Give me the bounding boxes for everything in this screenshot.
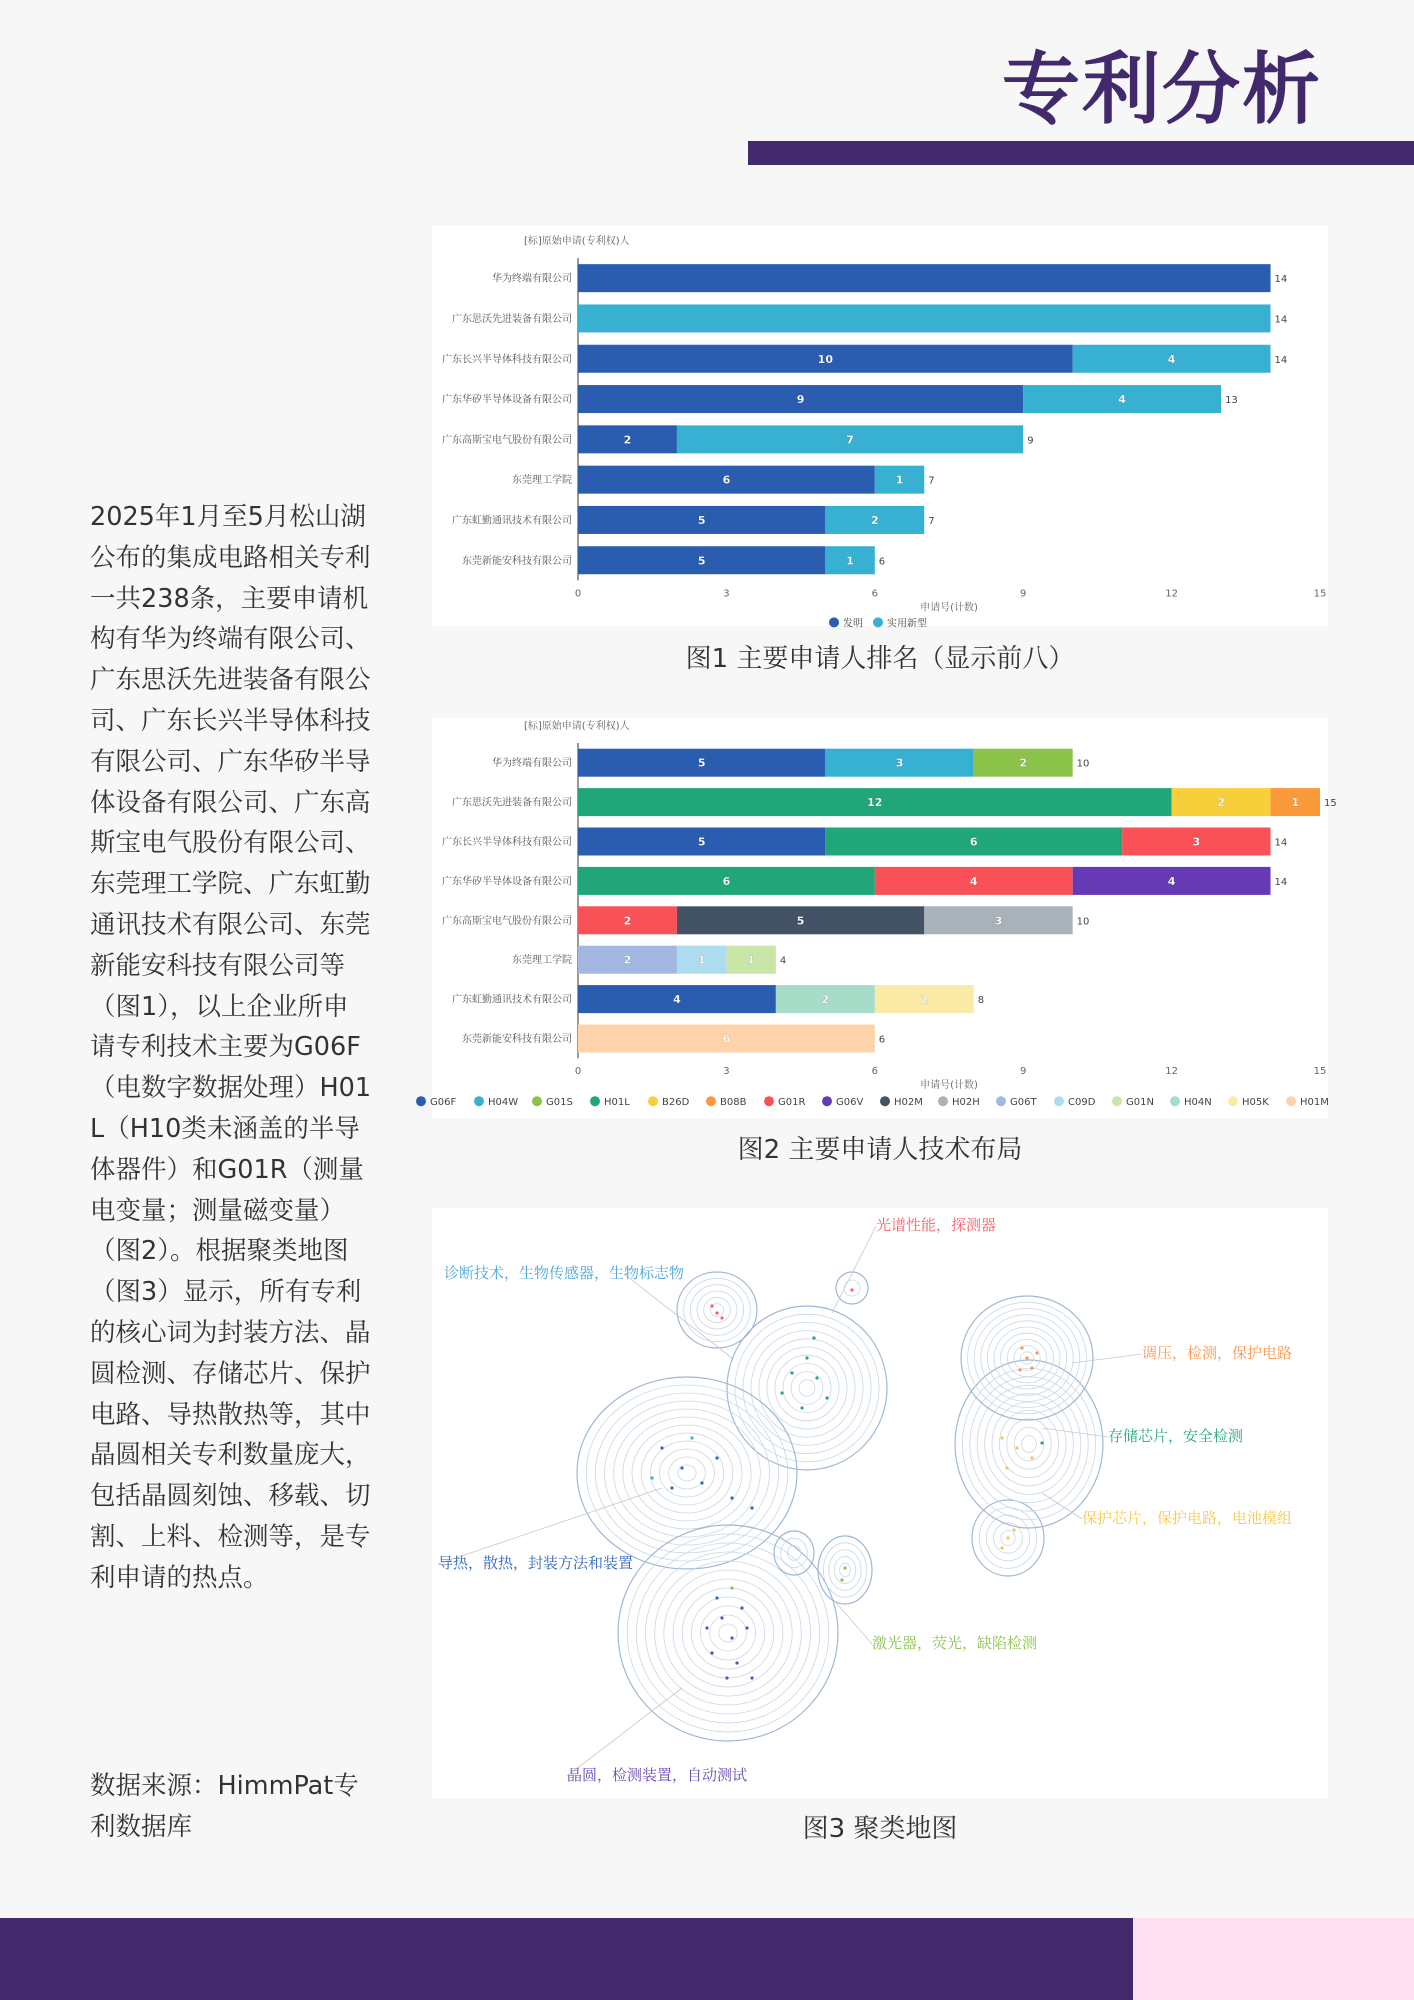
legend-label: G06F <box>430 1097 457 1109</box>
bar-total-label: 14 <box>1274 274 1288 286</box>
data-point <box>735 1661 738 1664</box>
cluster-label: 导热，散热，封装方法和装置 <box>438 1554 634 1572</box>
bar-value-label: 2 <box>870 513 879 527</box>
data-point <box>1005 1466 1008 1469</box>
x-tick-label: 6 <box>871 588 878 600</box>
y-tick-label: 华为终端有限公司 <box>492 273 572 285</box>
data-point <box>740 1606 743 1609</box>
y-tick-label: 东莞新能安科技有限公司 <box>462 1034 572 1045</box>
density-contour <box>697 1291 737 1329</box>
density-contour <box>684 1278 751 1341</box>
y-tick-label: 广东虹勤通讯技术有限公司 <box>452 515 572 527</box>
bar-value-label: 3 <box>895 756 904 770</box>
density-contour <box>641 1433 733 1513</box>
data-point <box>812 1336 815 1339</box>
bar-total-label: 4 <box>779 955 787 967</box>
bar-value-label: 2 <box>920 993 929 1007</box>
bar-value-label: 4 <box>673 993 681 1007</box>
title-underline-bar <box>748 141 1414 165</box>
bar-total-label: 9 <box>1027 435 1034 447</box>
density-contour <box>836 1272 868 1304</box>
legend-marker <box>532 1096 542 1106</box>
density-contour <box>844 1280 860 1296</box>
data-point <box>1000 1546 1003 1549</box>
data-point <box>725 1676 728 1679</box>
data-point <box>720 1616 723 1619</box>
density-contour <box>660 1449 715 1497</box>
data-point <box>1035 1351 1038 1354</box>
chart-title: [标]原始申请(专利权)人 <box>524 721 630 732</box>
legend-marker <box>764 1096 774 1106</box>
y-tick-label: 华为终端有限公司 <box>492 758 572 770</box>
cluster-map-svg <box>432 1208 1328 1798</box>
bar-value-label: 1 <box>747 953 755 967</box>
data-point <box>1030 1366 1033 1369</box>
legend-marker <box>1286 1096 1296 1106</box>
density-contour <box>840 1563 851 1577</box>
legend-label: H01L <box>604 1097 630 1109</box>
legend-label: G01S <box>546 1097 573 1109</box>
data-point <box>815 1376 818 1379</box>
legend-marker <box>822 1096 832 1106</box>
density-contour <box>719 1624 737 1642</box>
cluster-label: 激光器，荧光，缺陷检测 <box>872 1634 1038 1652</box>
chart-2-svg <box>430 718 1337 1118</box>
y-tick-label: 广东高斯宝电气股份有限公司 <box>442 915 572 927</box>
cluster-label: 诊断技术，生物传感器，生物标志物 <box>444 1264 685 1282</box>
density-contour <box>704 1297 731 1322</box>
density-contour <box>618 1525 838 1741</box>
density-contour <box>774 1531 814 1575</box>
bar-value-label: 2 <box>1217 796 1225 810</box>
bar-segment <box>578 304 1271 332</box>
legend-label: C09D <box>1068 1097 1096 1109</box>
x-tick-label: 15 <box>1313 1066 1327 1078</box>
data-point <box>850 1288 853 1291</box>
legend-marker <box>938 1096 948 1106</box>
cluster-leader-line <box>567 1688 682 1776</box>
data-point <box>1012 1528 1015 1531</box>
density-contour <box>1022 1436 1037 1453</box>
legend-label: G06V <box>836 1097 864 1109</box>
chart-1-svg <box>432 226 1328 630</box>
bar-value-label: 12 <box>867 796 883 810</box>
data-point <box>680 1466 683 1469</box>
bar-value-label: 4 <box>1118 393 1126 407</box>
data-point <box>800 1406 803 1409</box>
bar-total-label: 10 <box>1076 916 1090 928</box>
data-point <box>715 1596 718 1599</box>
x-tick-label: 0 <box>574 1066 582 1078</box>
bar-value-label: 9 <box>796 393 805 407</box>
density-contour <box>710 1615 747 1651</box>
bar-total-label: 14 <box>1274 837 1288 849</box>
data-point <box>715 1456 718 1459</box>
bar-value-label: 5 <box>697 513 706 527</box>
legend-label: B08B <box>720 1097 747 1109</box>
density-contour <box>605 1401 770 1545</box>
density-contour <box>970 1377 1088 1511</box>
density-contour <box>586 1385 788 1561</box>
density-contour <box>735 1314 879 1462</box>
footer-bar-purple <box>0 1918 1133 2000</box>
density-contour <box>650 1441 723 1505</box>
legend-marker <box>706 1096 716 1106</box>
density-contour <box>1014 1427 1044 1461</box>
legend-label: H02M <box>894 1097 923 1109</box>
density-contour <box>977 1385 1081 1503</box>
data-point <box>790 1371 793 1374</box>
legend-label: G06T <box>1010 1097 1037 1109</box>
density-contour <box>985 1394 1074 1495</box>
legend-marker <box>1170 1096 1180 1106</box>
bar-value-label: 3 <box>994 914 1003 928</box>
legend-marker <box>474 1096 484 1106</box>
x-tick-label: 3 <box>723 1066 730 1078</box>
y-tick-label: 广东长兴半导体科技有限公司 <box>442 354 572 366</box>
density-contour <box>632 1425 742 1521</box>
bar-value-label: 3 <box>1192 835 1201 849</box>
cluster-label: 存储芯片，安全检测 <box>1108 1427 1244 1445</box>
legend-marker <box>416 1096 426 1106</box>
bar-total-label: 6 <box>878 556 886 568</box>
bar-value-label: 1 <box>697 953 706 967</box>
x-tick-label: 12 <box>1165 1066 1178 1078</box>
data-point <box>710 1651 713 1654</box>
x-tick-label: 15 <box>1313 588 1327 600</box>
legend-marker <box>648 1096 658 1106</box>
data-point <box>843 1566 846 1569</box>
bar-value-label: 6 <box>722 473 731 487</box>
density-contour <box>673 1579 783 1687</box>
data-point <box>1020 1346 1023 1349</box>
bar-value-label: 1 <box>846 554 854 568</box>
legend-marker <box>873 617 883 627</box>
bar-value-label: 10 <box>817 352 833 366</box>
density-contour <box>743 1322 871 1453</box>
density-contour <box>791 1372 823 1405</box>
y-tick-label: 广东思沃先进装备有限公司 <box>452 797 572 809</box>
y-tick-label: 东莞理工学院 <box>512 955 572 967</box>
cluster-label: 晶圆，检测装置，自动测试 <box>567 1766 748 1784</box>
data-point <box>650 1476 653 1479</box>
y-tick-label: 广东虹勤通讯技术有限公司 <box>452 994 572 1006</box>
density-contour <box>834 1556 856 1583</box>
density-contour <box>823 1543 866 1597</box>
density-contour <box>701 1606 756 1660</box>
legend-label: G01R <box>778 1097 806 1109</box>
cluster-label: 保护芯片，保护电路，电池模组 <box>1082 1509 1293 1527</box>
density-contour <box>646 1552 811 1714</box>
data-point <box>805 1356 808 1359</box>
x-tick-label: 9 <box>1020 1066 1027 1078</box>
density-contour <box>669 1457 706 1489</box>
data-point <box>730 1636 733 1639</box>
bar-total-label: 15 <box>1324 798 1337 810</box>
legend-marker <box>1228 1096 1238 1106</box>
density-contour <box>781 1538 808 1567</box>
legend-label: B26D <box>662 1097 690 1109</box>
data-point <box>690 1436 693 1439</box>
density-contour <box>759 1339 855 1437</box>
bar-value-label: 5 <box>697 756 706 770</box>
bar-total-label: 14 <box>1274 314 1288 326</box>
density-contour <box>829 1550 861 1591</box>
data-point <box>670 1486 673 1489</box>
legend-label: H02H <box>952 1097 980 1109</box>
x-tick-label: 3 <box>723 588 730 600</box>
data-point <box>825 1396 828 1399</box>
density-contour <box>751 1331 863 1446</box>
data-point <box>720 1316 723 1319</box>
data-point <box>700 1481 703 1484</box>
data-point <box>1025 1356 1028 1359</box>
legend-label: H04W <box>488 1097 519 1109</box>
density-contour <box>690 1285 743 1336</box>
chart-2-caption: 图2 主要申请人技术布局 <box>737 1135 1023 1165</box>
legend-label: 实用新型 <box>887 618 927 630</box>
density-contour <box>655 1561 802 1705</box>
legend-label: H01M <box>1300 1097 1329 1109</box>
bar-value-label: 4 <box>969 874 978 888</box>
chart-title: [标]原始申请(专利权)人 <box>524 236 630 247</box>
data-point <box>730 1496 733 1499</box>
summary-paragraph: 2025年1月至5月松山湖公布的集成电路相关专利一共238条，主要申请机构有华为终端有限公司、广东思沃先进装备有限公司、广东长兴半导体科技有限公司、广东华矽半导体设备有限公司、广东高斯宝电气股份有限公司、东莞理工学院、广东虹勤通讯技术有限公司、东莞新能安科技有限公司等（图1），以上企业所申请专利技术主要为G06F（电数字数据处理）H01L（H10类未涵盖的半导体器件）和G01R（测量电变量；测量磁变量）（图2）。根据聚类地图（图3）显示，所有专利的核心词为封装方法、晶圆检测、存储芯片、保护电路、导热散热等，其中晶圆相关专利数量庞大，包括晶圆刻蚀、移载、切割、上料、检测等，是专利申请的热点。 <box>90 502 372 1593</box>
data-point <box>730 1586 733 1589</box>
cluster-leader-line <box>1072 1354 1142 1363</box>
cluster-label: 调压，检测，保护电路 <box>1142 1344 1293 1362</box>
bar-segment <box>578 264 1271 292</box>
bar-value-label: 2 <box>623 953 632 967</box>
bar-value-label: 2 <box>623 914 632 928</box>
legend-marker <box>590 1096 600 1106</box>
density-contour <box>1007 1419 1051 1469</box>
chart-2-container <box>430 718 1337 1118</box>
bar-total-label: 7 <box>928 515 935 527</box>
bar-value-label: 6 <box>969 835 978 849</box>
density-contour <box>962 1368 1095 1519</box>
bar-value-label: 7 <box>846 433 854 447</box>
bar-value-label: 2 <box>821 993 830 1007</box>
bar-total-label: 8 <box>977 995 985 1007</box>
x-tick-label: 12 <box>1165 588 1178 600</box>
chart-1-container <box>432 226 1328 630</box>
chart-1-caption: 图1 主要申请人排名（显示前八） <box>685 644 1075 674</box>
bar-value-label: 5 <box>697 835 706 849</box>
bar-total-label: 6 <box>878 1034 886 1046</box>
legend-marker <box>1112 1096 1122 1106</box>
bar-value-label: 4 <box>1167 352 1176 366</box>
bar-value-label: 2 <box>1019 756 1028 770</box>
bar-value-label: 6 <box>722 1032 731 1046</box>
density-contour <box>627 1534 829 1732</box>
legend-label: H04N <box>1184 1097 1212 1109</box>
data-point <box>750 1506 753 1509</box>
cluster-label: 光谱性能，探测器 <box>876 1216 997 1234</box>
x-tick-label: 6 <box>871 1066 878 1078</box>
data-point <box>715 1311 718 1314</box>
density-contour <box>818 1536 872 1604</box>
x-tick-label: 0 <box>574 588 582 600</box>
data-point <box>1018 1368 1021 1371</box>
data-point <box>750 1676 753 1679</box>
data-point <box>705 1626 708 1629</box>
bar-total-label: 14 <box>1274 354 1288 366</box>
y-tick-label: 广东长兴半导体科技有限公司 <box>442 837 572 848</box>
bar-total-label: 7 <box>928 475 935 487</box>
density-contour <box>783 1363 831 1412</box>
data-point <box>1030 1456 1033 1459</box>
cluster-leader-line <box>832 1226 876 1313</box>
chart-3-caption: 图3 聚类地图 <box>802 1814 958 1844</box>
bar-value-label: 4 <box>1167 874 1176 888</box>
data-point <box>840 1578 843 1581</box>
data-source-note: 数据来源：HimmPat专利数据库 <box>90 1771 359 1842</box>
density-contour <box>775 1355 839 1421</box>
x-axis-label: 申请号(计数) <box>920 602 978 614</box>
legend-label: H05K <box>1242 1097 1269 1109</box>
density-contour <box>623 1417 751 1529</box>
density-contour <box>799 1380 815 1396</box>
legend-marker <box>829 617 839 627</box>
footer-bar-pink <box>1133 1918 1414 2000</box>
bar-total-label: 13 <box>1225 395 1238 407</box>
y-tick-label: 东莞新能安科技有限公司 <box>462 555 572 567</box>
legend-marker <box>880 1096 890 1106</box>
data-point <box>745 1626 748 1629</box>
bar-value-label: 1 <box>1291 796 1300 810</box>
chart-3-container <box>432 1208 1328 1798</box>
data-point <box>780 1391 783 1394</box>
y-tick-label: 广东华矽半导体设备有限公司 <box>442 394 572 406</box>
density-contour <box>691 1597 764 1669</box>
density-contour <box>682 1588 774 1678</box>
legend-marker <box>1054 1096 1064 1106</box>
y-tick-label: 广东华矽半导体设备有限公司 <box>442 876 572 888</box>
y-tick-label: 广东高斯宝电气股份有限公司 <box>442 434 572 446</box>
bar-value-label: 5 <box>697 554 706 568</box>
cluster-leader-line <box>1042 1428 1108 1437</box>
legend-label: 发明 <box>843 618 863 630</box>
bar-value-label: 6 <box>722 874 731 888</box>
bar-total-label: 14 <box>1274 876 1288 888</box>
data-point <box>1000 1436 1003 1439</box>
bar-total-label: 10 <box>1076 758 1090 770</box>
data-point <box>1006 1536 1009 1539</box>
bar-value-label: 2 <box>623 433 632 447</box>
data-point <box>710 1304 713 1307</box>
data-point <box>660 1446 663 1449</box>
density-contour <box>614 1409 761 1537</box>
x-axis-label: 申请号(计数) <box>920 1080 978 1092</box>
legend-marker <box>996 1096 1006 1106</box>
x-tick-label: 9 <box>1020 588 1027 600</box>
page-title: 专利分析 <box>1001 45 1322 135</box>
y-tick-label: 东莞理工学院 <box>512 475 572 487</box>
bar-value-label: 1 <box>895 473 904 487</box>
cluster-leader-line <box>438 1488 662 1564</box>
y-tick-label: 广东思沃先进装备有限公司 <box>452 313 572 325</box>
data-point <box>1015 1446 1018 1449</box>
bar-value-label: 5 <box>796 914 805 928</box>
cluster-leader-line <box>1042 1493 1082 1519</box>
data-point <box>1040 1441 1043 1444</box>
legend-label: G01N <box>1126 1097 1154 1109</box>
